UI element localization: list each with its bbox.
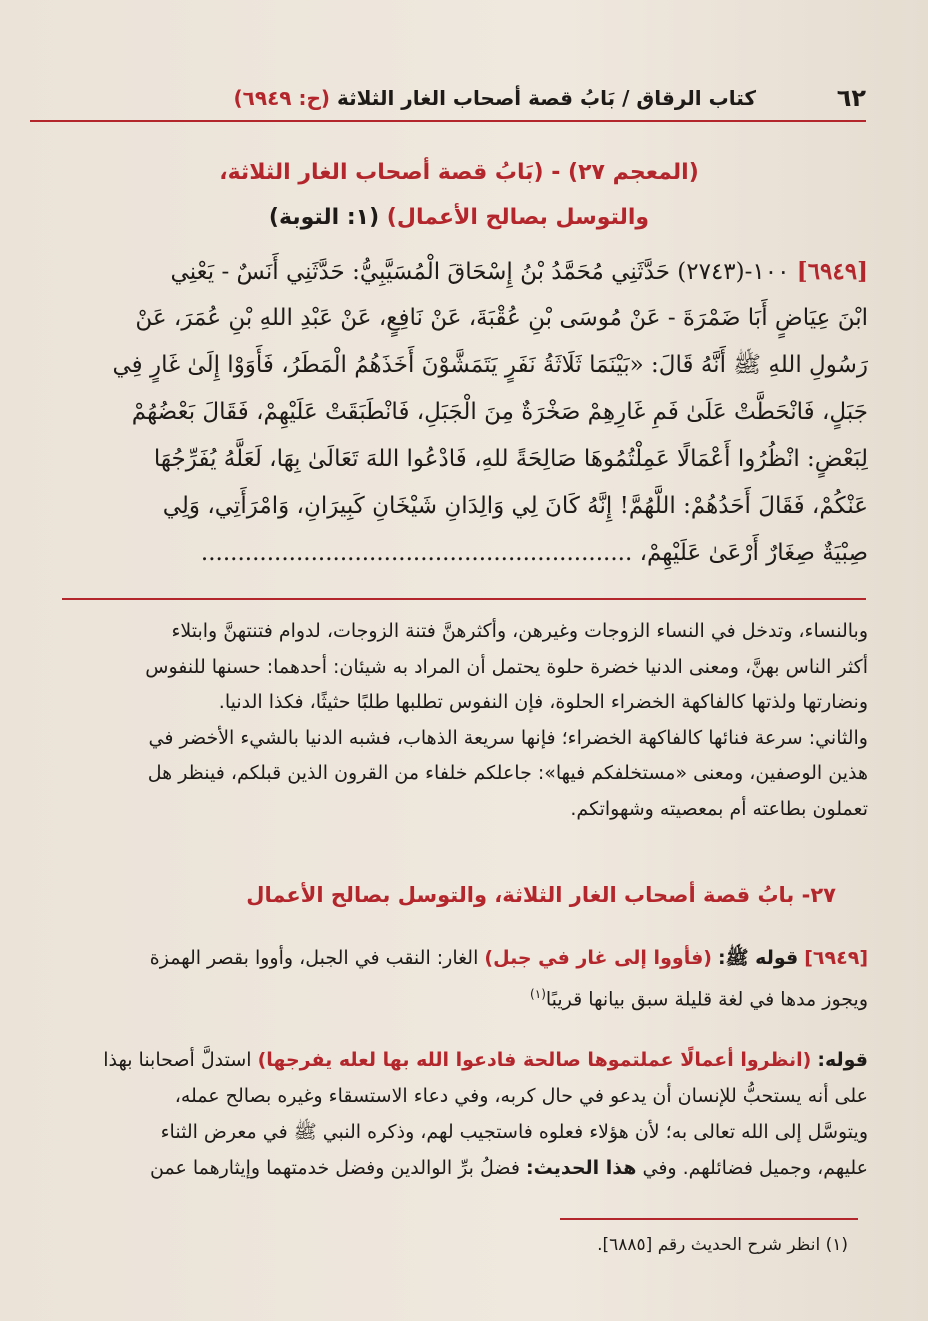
commentary-line-2: أكثر الناس بهنَّ، ومعنى الدنيا خضرة حلوة يحتمل أن المراد به شيئان: أحدهما: حسنها للنفوس [145,655,868,678]
commentary-line-4: والثاني: سرعة فنائها كالفاكهة الخضراء؛ فإنها سريعة الذهاب، فشبه الدنيا بالشيء الأخضر في [148,726,868,749]
footnote-marker: (١) [530,987,546,1001]
running-title [234,86,756,110]
paragraph-2-rest: استدلَّ أصحابنا بهذا [103,1049,252,1071]
hadith-line-2: ابْنَ عِيَاضٍ أَبَا ضَمْرَةَ - عَنْ مُوسَى بْنِ عُقْبَةَ، عَنْ نَافِعٍ، عَنْ عَبْدِ اللهِ بْنِ عُمَرَ، عَنْ [135,305,868,331]
paragraph-1-line-2-text: ويجوز مدها في لغة قليلة سبق بيانها قريبًا [545,988,868,1011]
footnote-rule [560,1218,858,1220]
paragraph-2-line-2: على أنه يستحبُّ للإنسان أن يدعو في حال كربه، وفي دعاء الاستسقاء وغيره بصالح عمله، [174,1085,868,1107]
hadith-line-4: جَبَلٍ، فَانْحَطَّتْ عَلَىٰ فَمِ غَارِهِمْ صَخْرَةٌ مِنَ الْجَبَلِ، فَانْطَبَقَتْ عَلَيْهِمْ، فَقَالَ بَعْضُهُمْ [131,399,868,425]
header-rule [30,120,866,122]
hadith-line-3: رَسُولِ اللهِ ﷺ أَنَّهُ قَالَ: «بَيْنَمَا ثَلَاثَةُ نَفَرٍ يَتَمَشَّوْنَ أَخَذَهُمُ الْمَطَرُ، فَأَوَوْا إِلَىٰ غَارٍ فِي [112,352,868,378]
running-title-text: كتاب الرقاق / بَابُ قصة أصحاب الغار الثلاثة [336,86,756,110]
footnote: (١) انظر شرح الحديث رقم [٦٨٨٥]. [597,1235,848,1255]
paragraph-2-line-3: ويتوسَّل إلى الله تعالى به؛ لأن هؤلاء فعلوه فاستجيب لهم، وذكره النبي ﷺ في معرض الثناء [160,1121,868,1143]
commentary-line-1: وبالنساء، وتدخل في النساء الزوجات وغيرهن، وأكثرهنَّ فتنة الزوجات، لدوام فتنتهنَّ وابتلاء [171,620,868,642]
commentary-line-6: تعملون بطاعته أم بمعصيته وشهواتكم. [570,797,868,820]
paragraph-2-last-bold: هذا الحديث: [526,1157,637,1179]
paragraph-2-line-1 [30,1042,868,1078]
hadith-line-6: عَنْكُمْ، فَقَالَ أَحَدُهُمْ: اللَّهُمَّ! إِنَّهُ كَانَ لِي وَالِدَانِ شَيْخَانِ كَبِيرَانِ، وَامْرَأَتِي، وَلِي [162,493,868,519]
commentary-line-3: ونضارتها ولذتها كالفاكهة الخضراء الحلوة، فإن النفوس تطلبها طلبًا حثيثًا، فكذا الدنيا. [218,691,868,713]
paragraph-1-ref: [٦٩٤٩] [804,947,868,969]
page-number: ٦٢ [836,84,866,112]
paragraph-1-line-2 [30,976,868,1012]
commentary-text [30,614,868,827]
paragraph-2-lead: قوله: [817,1049,868,1071]
hadith-line-7: صِبْيَةٌ صِغَارٌ أَرْعَىٰ عَلَيْهِمْ، ........................................................... [200,540,868,566]
chapter-title-line-2-text: والتوسل بصالح الأعمال) [386,205,650,230]
paragraph-2 [30,1042,868,1186]
hadith-line-1-text: ١٠٠-(٢٧٤٣) حَدَّثَنِي مُحَمَّدُ بْنُ إِسْحَاقَ الْمُسَيَّبِيُّ: حَدَّثَنِي أَنَسٌ - يَعْنِي [170,259,790,285]
paragraph-1 [30,940,868,1012]
chapter-title-tag: (١: التوبة) [268,205,380,230]
commentary-line-5: هذين الوصفين، ومعنى «مستخلفكم فيها»: جاعلكم خلفاء من القرون الذين قبلكم، فينظر هل [147,762,868,784]
paragraph-2-last-a: عليهم، وجميل فضائلهم. وفي [642,1157,868,1179]
page-header [30,84,866,118]
paragraph-1-quote: (فأووا إلى غار في جبل) [484,947,712,969]
running-title-ref: (ح: ٦٩٤٩) [233,86,330,110]
paragraph-2-line-4 [30,1150,868,1186]
chapter-title-line-2 [60,205,858,230]
hadith-number: [٦٩٤٩] [796,258,868,285]
hadith-line-1 [30,248,868,295]
paragraph-2-quote: (انظروا أعمالًا عملتموها صالحة فادعوا الله بها لعله يفرجها) [257,1049,812,1071]
paragraph-1-rest: الغار: النقب في الجبل، وأووا بقصر الهمزة [149,947,479,969]
paragraph-1-line-1 [30,940,868,976]
hadith-line-5: لِبَعْضٍ: انْظُرُوا أَعْمَالًا عَمِلْتُمُوهَا صَالِحَةً للهِ، فَادْعُوا اللهَ تَعَالَىٰ بِهَا، لَعَلَّهُ يُفَرِّجُهَا [153,446,868,472]
paragraph-1-lead: قوله ﷺ: [718,947,799,969]
paragraph-2-last-b: فضلُ برِّ الوالدين وفضل خدمتهما وإيثارهما عمن [150,1157,520,1179]
hadith-text [30,248,868,577]
chapter-title-line-1: (المعجم ٢٧) - (بَابُ قصة أصحاب الغار الثلاثة، [219,160,699,185]
section-heading: ٢٧- بابُ قصة أصحاب الغار الثلاثة، والتوسل بصالح الأعمال [246,883,836,907]
section-divider [62,598,866,600]
